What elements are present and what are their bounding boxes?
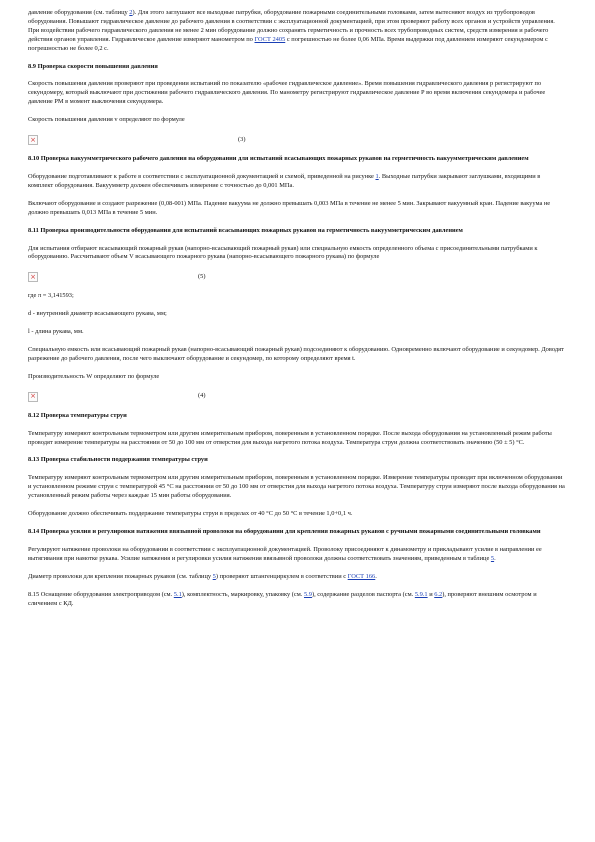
paragraph-gap: [28, 537, 565, 546]
paragraph-gap: [28, 71, 565, 80]
formula-number: (3): [238, 135, 246, 143]
paragraph: [28, 292, 565, 301]
text-run: .: [494, 554, 496, 562]
section-heading: 8.10 Проверка вакуумметрического рабочего давления на оборудовании для испытаний всасывающих пожарных рукавов на герметичность вакуумметрическим давлением: [28, 155, 529, 163]
text-run: ) проверяют штангенциркулем в соответствии с: [215, 572, 348, 580]
document-reference-link[interactable]: ГОСТ 2405: [254, 35, 286, 43]
paragraph: [28, 573, 565, 582]
document-reference-link[interactable]: 2: [129, 9, 133, 16]
text-run: Диаметр проволоки для крепления пожарных рукавов (см. таблицу: [28, 572, 213, 580]
paragraph-gap: [28, 447, 565, 456]
paragraph-gap: [28, 364, 565, 373]
document-reference-link[interactable]: 5.9: [303, 590, 312, 598]
document-reference-link[interactable]: 5.9.1: [414, 590, 428, 598]
paragraph: [28, 430, 565, 448]
text-run: где π = 3,141593;: [28, 292, 74, 300]
paragraph: [28, 591, 565, 609]
paragraph-gap: [28, 319, 565, 328]
paragraph-gap: [28, 54, 565, 63]
paragraph-gap: [28, 218, 565, 227]
paragraph-gap: [28, 236, 565, 245]
paragraph: [28, 346, 565, 364]
text-run: и: [427, 590, 435, 598]
paragraph-gap: [28, 146, 565, 155]
paragraph-gap: [28, 164, 565, 173]
paragraph: [28, 510, 565, 519]
section-heading: 8.13 Проверка стабильности поддержания температуры струи: [28, 456, 208, 464]
text-run: Производительность W определяют по формуле: [28, 372, 160, 380]
paragraph-gap: [28, 519, 565, 528]
paragraph: [28, 80, 565, 107]
text-run: Оборудование должно обеспечивать поддержание температуры струи в пределах от 40 °С до 50 °С в течение 1,0+0,1 ч.: [28, 510, 353, 518]
text-run: . Выходные патрубки закрывают заглушками, входящими в комплект оборудования. Вакуумметр должен обеспечивать измерение с точностью до 0,001 МПа.: [28, 172, 541, 189]
formula-number: (4): [198, 392, 206, 400]
paragraph: [28, 310, 565, 319]
text-run: Температуру измеряют контрольным термометром или другим измерительным прибором, поверенным в установленном порядке. Измерение температуры проводят при включенном оборудовании и установленном режиме струи с температурой 45 °С на расстоянии от 50 до 100 мм от отверстия для выхода нагретого потока воздуха. Температуру струи измеряют после выхода оборудования на установленный режим работы через каждые 15 мин работы оборудования.: [28, 474, 565, 500]
formula-line: [28, 134, 565, 146]
text-run: ), комплектность, маркировку, упаковку (см.: [181, 590, 304, 598]
document-reference-link[interactable]: 5: [490, 554, 495, 562]
text-run: ), проверяют внешним осмотром и сличением с КД.: [28, 590, 537, 607]
text-run: Скорость повышения давления проверяют при проведении испытаний по показателю «рабочее гидравлическое давление». Время повышения гидравлического давления р регистрируют по секундомеру, который выключают при достижении рабочего гидравлического давления. По манометру регистрируют гидравлическое давление Р во время включения секундомера и рабочее давление РМ в момент выключения секундомера.: [28, 80, 546, 106]
text-run: Для испытания отбирают всасывающий пожарный рукав (напорно-всасывающий пожарный рукав) или специальную емкость определенного объема с присоединительными патрубками к оборудованию. Рассчитывают объем V всасывающего пожарного рукава (напорно-всасывающего пожарного рукава) по формуле: [28, 244, 538, 261]
paragraph-gap: [28, 107, 565, 116]
text-run: ). Для этого заглушают все выходные патрубки, оборудование пожарными соединительными головками, затем вытесняют воздух из трубопроводов оборудования. Повышают гидравлическое давление до рабочего давления в соответствии с эксплуатационной документацией, при этом проверяют работу всех органов и устройств управления. При воздействии рабочего гидравлического давления не менее 2 мин оборудование должно сохранять герметичность и прочность всех трубопроводных систем, средств измерения и рабочего действия органов управления. Гидравлическое давление измеряют манометром по: [28, 9, 555, 43]
section-heading: 8.11 Проверка производительности оборудования для испытаний всасывающих пожарных рукавов на герметичность вакуумметрическим давлением: [28, 226, 463, 234]
formula-line: [28, 271, 565, 283]
broken-image-icon: ×: [28, 392, 38, 402]
text-run: Скорость повышения давления v определяют по формуле: [28, 116, 185, 124]
paragraph-gap: [28, 564, 565, 573]
paragraph: [28, 546, 565, 564]
document-reference-link[interactable]: 5: [212, 572, 216, 580]
paragraph: [28, 173, 565, 191]
text-run: .: [375, 572, 377, 580]
formula-line: [28, 391, 565, 403]
text-run: Регулируют натяжение проволоки на оборудовании в соответствии с эксплуатационной документацией. Проволоку присоединяют к динамометру и прикладывают усилие в направлении ее вытягивания при намотке рукава. Усилие натяжения и регулировки усилия натяжения ввязывной проволоки должны соответствовать значениям, приведенным в таблице: [28, 545, 542, 562]
section-heading: 8.14 Проверка усилия и регулировки натяжения ввязывной проволоки на оборудовании для крепления пожарных рукавов с ручными пожарными соединительными головками: [28, 528, 541, 535]
document-reference-link[interactable]: 1: [375, 172, 379, 180]
paragraph-gap: [28, 191, 565, 200]
paragraph-gap: [28, 125, 565, 134]
paragraph-gap: [28, 283, 565, 292]
paragraph: [28, 200, 565, 218]
paragraph: [28, 328, 565, 337]
text-run: 8.15 Оснащение оборудования электроприводом (см.: [28, 590, 174, 598]
paragraph-gap: [28, 301, 565, 310]
document-reference-link[interactable]: 6.2: [434, 590, 443, 598]
section-heading: 8.9 Проверка скорости повышения давления: [28, 62, 158, 70]
text-run: Специальную емкость или всасывающий пожарный рукав (напорно-всасывающий пожарный рукав) подсоединяют к оборудованию. Одновременно включают оборудование и секундомер. Доводят разрежение до рабочего давления, после чего выключают оборудование и секундомер, по которому определяют время t.: [28, 346, 564, 362]
paragraph-gap: [28, 382, 565, 391]
paragraph-gap: [28, 465, 565, 474]
document-reference-link[interactable]: ГОСТ 166: [347, 572, 376, 580]
paragraph-gap: [28, 403, 565, 412]
broken-image-icon: ×: [28, 272, 38, 282]
text-run: l - длина рукава, мм.: [28, 328, 84, 336]
paragraph-gap: [28, 262, 565, 271]
broken-image-icon: ×: [28, 135, 38, 145]
paragraph: [28, 9, 565, 54]
text-run: Включают оборудование и создают разрежение (0,08-001) МПа. Падение вакуума не должно превышать 0,003 МПа в течение не менее 5 мин. Закрывают вакуумный кран. Падение вакуума не должно превышать 0,013 МПа в течение 5 мин.: [28, 199, 551, 216]
paragraph: [28, 373, 565, 382]
paragraph-gap: [28, 337, 565, 346]
paragraph-gap: [28, 421, 565, 430]
paragraph-gap: [28, 582, 565, 591]
paragraph: [28, 116, 565, 125]
text-run: с погрешностью не более 0,06 МПа. Время выдержки под давлением измеряют секундомером с погрешностью не более 0,2 с.: [28, 35, 548, 52]
section-heading: 8.12 Проверка температуры струи: [28, 411, 127, 419]
paragraph: [28, 474, 565, 501]
paragraph-gap: [28, 501, 565, 510]
formula-number: (5): [198, 272, 206, 280]
text-run: d - внутренний диаметр всасывающего рукава, мм;: [28, 310, 167, 318]
text-run: Температуру измеряют контрольным термометром или другим измерительным прибором, поверенным в установленном порядке. После выхода оборудования на установленный режим работы проводят измерение температуры на расстоянии от 50 до 100 мм от отверстия для выхода нагретого потока воздуха. Температура струи должна соответствовать значению (50 ± 5) °С.: [28, 429, 552, 446]
text-run: давление оборудования (см. таблицу: [28, 9, 130, 16]
text-run: ), содержание разделов паспорта (см.: [311, 590, 415, 598]
paragraph: [28, 245, 565, 263]
text-run: Оборудование подготавливают к работе в соответствии с эксплуатационной документацией и схемой, приведенной на рисунке: [28, 172, 376, 180]
document-reference-link[interactable]: 5.1: [173, 590, 182, 598]
